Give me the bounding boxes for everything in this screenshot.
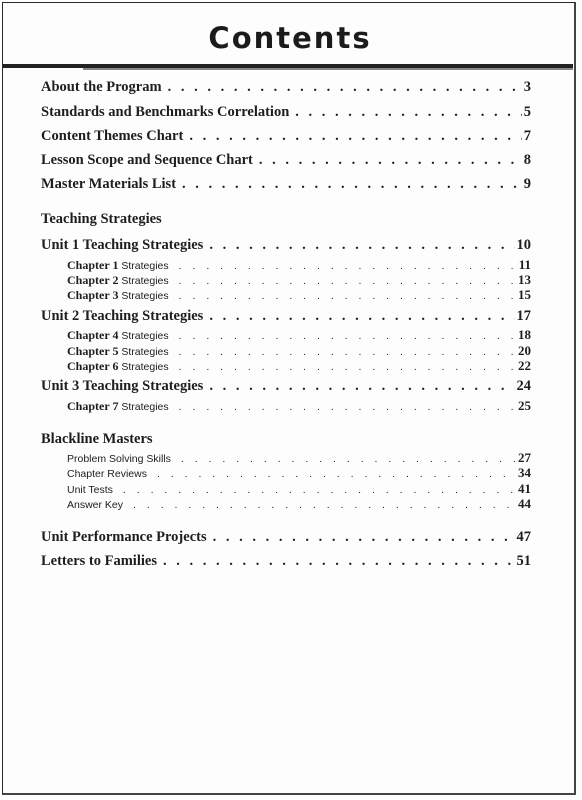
toc-entry-lesson-scope[interactable]: Lesson Scope and Sequence Chart . . . 8 — [41, 152, 531, 169]
page-number: 20 — [518, 343, 531, 358]
dot-leader — [182, 176, 522, 193]
page-number: 15 — [518, 287, 531, 302]
page-number: 5 — [523, 104, 531, 120]
dot-leader — [157, 468, 516, 480]
toc-entry-chapter-6[interactable]: Chapter 6 Strategies . . . 22 — [67, 358, 531, 374]
dot-leader — [179, 346, 516, 358]
dot-leader — [209, 308, 514, 325]
page-number: 17 — [516, 308, 531, 324]
toc-entry-chapter-2[interactable]: Chapter 2 Strategies . . . 13 — [67, 272, 531, 288]
dot-leader — [259, 152, 522, 169]
page-number: 13 — [518, 272, 531, 287]
page-number: 41 — [518, 481, 531, 496]
dot-leader — [181, 453, 516, 465]
toc-entry-content-themes[interactable]: Content Themes Chart . . . 7 — [41, 128, 531, 145]
toc-entry-answer-key[interactable]: Answer Key . . . 44 — [67, 496, 531, 512]
page-number: 22 — [518, 358, 531, 373]
toc-entry-unit-tests[interactable]: Unit Tests . . . 41 — [67, 481, 531, 497]
dot-leader — [163, 553, 515, 570]
toc-entry-standards[interactable]: Standards and Benchmarks Correlation . . . 5 — [41, 104, 531, 121]
page-number: 44 — [518, 496, 531, 511]
page-number: 27 — [518, 450, 531, 465]
page-number: 8 — [523, 152, 531, 168]
document-page — [2, 2, 576, 795]
dot-leader — [179, 361, 516, 373]
dot-leader — [213, 529, 515, 546]
toc-entry-unit-2[interactable]: Unit 2 Teaching Strategies . . . 17 — [41, 308, 531, 325]
page-number: 11 — [518, 257, 531, 272]
page-number: 10 — [516, 237, 531, 253]
section-heading-blackline-masters: Blackline Masters — [41, 431, 153, 447]
page-title: Contents — [208, 21, 372, 55]
toc-entry-chapter-4[interactable]: Chapter 4 Strategies . . . 18 — [67, 327, 531, 343]
toc-entry-problem-solving[interactable]: Problem Solving Skills . . . 27 — [67, 450, 531, 466]
toc-entry-chapter-3[interactable]: Chapter 3 Strategies . . . 15 — [67, 287, 531, 303]
page-number: 51 — [516, 553, 531, 569]
page-number: 47 — [516, 529, 531, 545]
toc-entry-chapter-reviews[interactable]: Chapter Reviews . . . 34 — [67, 465, 531, 481]
page-number: 25 — [518, 398, 531, 413]
page-number: 3 — [523, 79, 531, 95]
toc-entry-chapter-5[interactable]: Chapter 5 Strategies . . . 20 — [67, 343, 531, 359]
page-number: 7 — [523, 128, 531, 144]
toc-entry-materials-list[interactable]: Master Materials List . . . 9 — [41, 176, 531, 193]
section-heading-teaching-strategies: Teaching Strategies — [41, 211, 162, 227]
page-number: 9 — [523, 176, 531, 192]
dot-leader — [133, 499, 516, 511]
dot-leader — [179, 260, 517, 272]
toc-entry-unit-performance-projects[interactable]: Unit Performance Projects . . . 47 — [41, 529, 531, 546]
dot-leader — [209, 378, 514, 395]
toc-entry-about-program[interactable]: About the Program . . . 3 — [41, 79, 531, 96]
title-rule-shadow — [83, 68, 573, 70]
dot-leader — [179, 401, 516, 413]
toc-entry-chapter-7[interactable]: Chapter 7 Strategies . . . 25 — [67, 398, 531, 414]
dot-leader — [209, 237, 514, 254]
dot-leader — [179, 275, 516, 287]
page-number: 18 — [518, 327, 531, 342]
dot-leader — [179, 290, 516, 302]
dot-leader — [189, 128, 521, 145]
page-number: 34 — [518, 465, 531, 480]
dot-leader — [123, 484, 516, 496]
dot-leader — [179, 330, 516, 342]
toc-entry-unit-1[interactable]: Unit 1 Teaching Strategies . . . 10 — [41, 237, 531, 254]
toc-entry-letters-to-families[interactable]: Letters to Families . . . 51 — [41, 553, 531, 570]
toc-entry-chapter-1[interactable]: Chapter 1 Strategies . . . 11 — [67, 257, 531, 273]
toc-entry-unit-3[interactable]: Unit 3 Teaching Strategies . . . 24 — [41, 378, 531, 395]
dot-leader — [168, 79, 522, 96]
dot-leader — [295, 104, 521, 121]
page-number: 24 — [516, 378, 531, 394]
